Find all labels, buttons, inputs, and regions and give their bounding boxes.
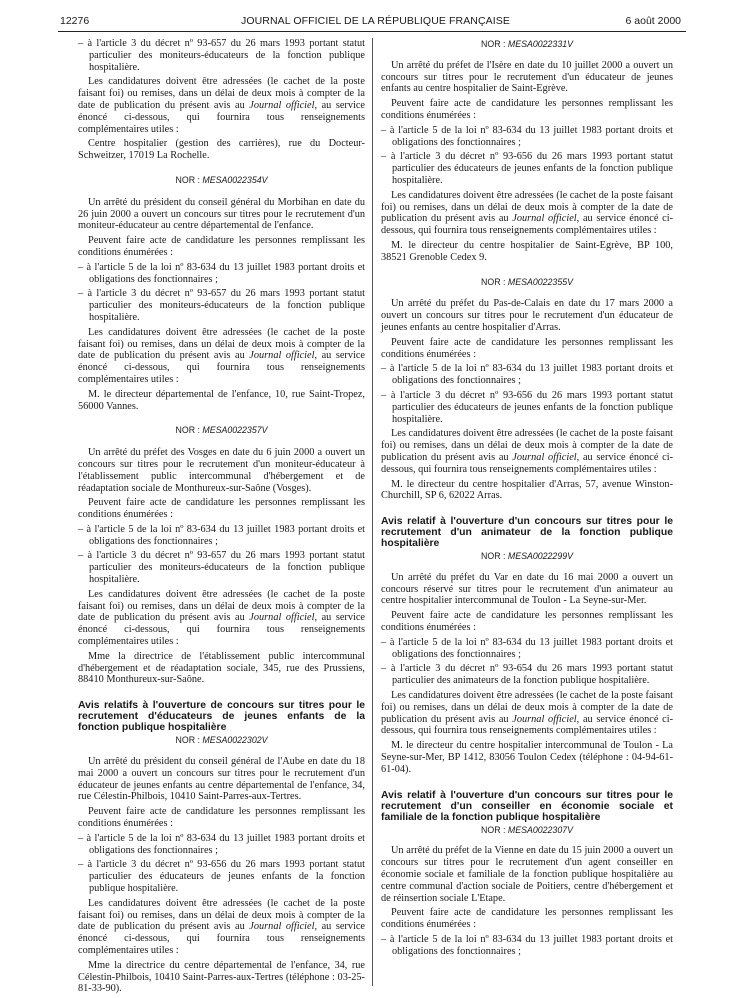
contact-address: M. le directeur départemental de l'enfance, 10, rue Saint-Tropez, 56000 Vannes. [78, 388, 365, 412]
list-item: – à l'article 3 du décret nº 93-656 du 26 mars 1993 portant statut particulier des éducateurs de jeunes enfants de la fonction publique hospitalière. [381, 389, 673, 425]
list-item: – à l'article 3 du décret nº 93-654 du 26 mars 1993 portant statut particulier des animateurs de la fonction publique hospitalière. [381, 663, 673, 687]
list-item: – à l'article 3 du décret nº 93-657 du 26 mars 1993 portant statut particulier des moniteurs-éducateurs de la fonction publique hospitalière. [78, 288, 365, 323]
section-heading: Avis relatif à l'ouverture d'un concours sur titres pour le recrutement d'un conseiller en économie sociale et familiale de la fonction publique hospitalière [381, 789, 673, 823]
nor-reference: NOR : MESA0022299V [481, 551, 573, 562]
header-rule [58, 31, 686, 32]
page-number: 12276 [60, 15, 90, 27]
list-item: – à l'article 5 de la loi nº 83-634 du 13 juillet 1983 portant droits et obligations des fonctionnaires ; [381, 124, 673, 148]
paragraph: Les candidatures doivent être adressées (le cachet de la poste faisant foi) ou remises, dans un délai de deux mois à compter de la date de publication du présent avis au Journal officiel, au service énoncé ci-dessous, qui fournira tous renseignements complémentaires utiles : [78, 76, 365, 135]
nor-reference: NOR : MESA0022355V [481, 276, 573, 287]
journal-title: JOURNAL OFFICIEL DE LA RÉPUBLIQUE FRANÇAISE [241, 15, 510, 27]
paragraph: Les candidatures doivent être adressées (le cachet de la poste faisant foi) ou remises, dans un délai de deux mois à compter de la date de publication du présent avis au Journal officiel, au service énoncé ci-dessous, qui fournira tous renseignements complémentaires utiles : [381, 428, 673, 475]
contact-address: M. le directeur du centre hospitalier d'Arras, 57, avenue Winston-Churchill, SP 6, 62022 Arras. [381, 478, 673, 502]
paragraph: Un arrêté du préfet des Vosges en date du 6 juin 2000 a ouvert un concours sur titres pour le recrutement d'un moniteur-éducateur à l'établissement public intercommunal d'hébergement et de réadaptation sociale de Monthureux-sur-Saône (Vosges). [78, 447, 365, 494]
paragraph: Les candidatures doivent être adressées (le cachet de la poste faisant foi) ou remises, dans un délai de deux mois à compter de la date de publication du présent avis au Journal officiel, au service énoncé ci-dessous, qui fournira tous renseignements complémentaires utiles : [78, 326, 365, 385]
list-item: – à l'article 5 de la loi nº 83-634 du 13 juillet 1983 portant droits et obligations des fonctionnaires ; [381, 363, 673, 387]
list-item: – à l'article 5 de la loi nº 83-634 du 13 juillet 1983 portant droits et obligations des fonctionnaires ; [381, 934, 673, 957]
paragraph: Les candidatures doivent être adressées (le cachet de la poste faisant foi) ou remises, dans un délai de deux mois à compter de la date de publication du présent avis au Journal officiel, au service énoncé ci-dessous, qui fournira tous renseignements complémentaires utiles : [381, 189, 673, 237]
paragraph: Les candidatures doivent être adressées (le cachet de la poste faisant foi) ou remises, dans un délai de deux mois à compter de la date de publication du présent avis au Journal officiel, au service énoncé ci-dessous, qui fournira tous renseignements complémentaires utiles : [78, 588, 365, 648]
publication-date: 6 août 2000 [625, 15, 681, 27]
list-item: – à l'article 5 de la loi nº 83-634 du 13 juillet 1983 portant droits et obligations des fonctionnaires ; [78, 261, 365, 285]
list-item: – à l'article 3 du décret nº 93-657 du 26 mars 1993 portant statut particulier des moniteurs-éducateurs de la fonction publique hospitalière. [78, 38, 365, 73]
list-item: – à l'article 5 de la loi nº 83-634 du 13 juillet 1983 portant droits et obligations des fonctionnaires ; [78, 523, 365, 547]
paragraph: Un arrêté du préfet du Var en date du 16 mai 2000 a ouvert un concours réservé sur titres pour le recrutement d'un animateur au centre hospitalier intercommunal de Toulon - La Seyne-sur-Mer. [381, 571, 673, 607]
paragraph: Un arrêté du président du conseil général du Morbihan en date du 26 juin 2000 a ouvert un concours sur titres pour le recrutement d'un moniteur-éducateur au centre départemental de l'enfance. [78, 196, 365, 232]
section-heading: Avis relatifs à l'ouverture de concours sur titres pour le recrutement d'éducateurs de jeunes enfants de la fonction publique hospitalière [78, 700, 365, 734]
paragraph: Peuvent faire acte de candidature les personnes remplissant les conditions énumérées : [381, 336, 673, 360]
nor-reference: NOR : MESA0022331V [481, 39, 573, 49]
column-divider [372, 38, 373, 986]
paragraph: Peuvent faire acte de candidature les personnes remplissant les conditions énumérées : [78, 497, 365, 521]
nor-reference: NOR : MESA0022357V [175, 425, 268, 436]
paragraph: Peuvent faire acte de candidature les personnes remplissant les conditions énumérées : [78, 806, 365, 830]
list-item: – à l'article 3 du décret nº 93-656 du 26 mars 1993 portant statut particulier des éducateurs de jeunes enfants de la fonction publique hospitalière. [78, 859, 365, 895]
list-item: – à l'article 5 de la loi nº 83-634 du 13 juillet 1983 portant droits et obligations des fonctionnaires ; [381, 636, 673, 660]
paragraph: Un arrêté du président du conseil général de l'Aube en date du 18 mai 2000 a ouvert un concours sur titres pour le recrutement d'un éducateur de jeunes enfants au centre départemental de l'enfance, 34, rue Célestin-Philbois, 10410 Saint-Parres-aux-Tertres. [78, 756, 365, 803]
contact-address: M. le directeur du centre hospitalier intercommunal de Toulon - La Seyne-sur-Mer, BP 1412, 83056 Toulon Cedex (téléphone : 04-94-61-61-04). [381, 740, 673, 775]
list-item: – à l'article 3 du décret nº 93-656 du 26 mars 1993 portant statut particulier des éducateurs de jeunes enfants de la fonction publique hospitalière. [381, 151, 673, 186]
right-column [381, 38, 673, 961]
paragraph: Un arrêté du préfet de l'Isère en date du 10 juillet 2000 a ouvert un concours sur titres pour le recrutement d'un éducateur de jeunes enfants au centre hospitalier de Saint-Egrève. [381, 59, 673, 95]
paragraph: Un arrêté du préfet de la Vienne en date du 15 juin 2000 a ouvert un concours sur titres pour le recrutement d'un agent conseiller en économie sociale et familiale de la fonction publique hospitalière au centre communal d'action sociale de Poitiers, centre d'hébergement et de réinsertion sociale L'Etape. [381, 845, 673, 904]
list-item: – à l'article 5 de la loi nº 83-634 du 13 juillet 1983 portant droits et obligations des fonctionnaires ; [78, 832, 365, 856]
list-item: – à l'article 3 du décret nº 93-657 du 26 mars 1993 portant statut particulier des moniteurs-éducateurs de la fonction publique hospitalière. [78, 550, 365, 586]
paragraph: Les candidatures doivent être adressées (le cachet de la poste faisant foi) ou remises, dans un délai de deux mois à compter de la date de publication du présent avis au Journal officiel, au service énoncé ci-dessous, qui fournira tous renseignements complémentaires utiles : [381, 690, 673, 737]
contact-address: Mme la directrice du centre départemental de l'enfance, 34, rue Célestin-Philbois, 10410 Saint-Parres-aux-Tertres (téléphone : 03-25-81-33-90). [78, 959, 365, 995]
page-header [0, 15, 751, 29]
paragraph: Peuvent faire acte de candidature les personnes remplissant les conditions énumérées : [381, 907, 673, 931]
contact-address: M. le directeur du centre hospitalier de Saint-Egrève, BP 100, 38521 Grenoble Cedex 9. [381, 239, 673, 263]
paragraph: Les candidatures doivent être adressées (le cachet de la poste faisant foi) ou remises, dans un délai de deux mois à compter de la date de publication du présent avis au Journal officiel, au service énoncé ci-dessous, qui fournira tous renseignements complémentaires utiles : [78, 897, 365, 956]
paragraph: Peuvent faire acte de candidature les personnes remplissant les conditions énumérées : [381, 98, 673, 121]
section-heading: Avis relatif à l'ouverture d'un concours sur titres pour le recrutement d'un animateur de la fonction publique hospitalière [381, 516, 673, 550]
paragraph: Un arrêté du préfet du Pas-de-Calais en date du 17 mars 2000 a ouvert un concours sur titres pour le recrutement d'un éducateur de jeunes enfants au centre hospitalier d'Arras. [381, 298, 673, 333]
left-column [78, 38, 365, 998]
contact-address: Centre hospitalier (gestion des carrières), rue du Docteur-Schweitzer, 17019 La Rochelle. [78, 138, 365, 162]
nor-reference: NOR : MESA0022307V [481, 824, 573, 835]
nor-reference: NOR : MESA0022354V [175, 174, 268, 185]
nor-reference: NOR : MESA0022302V [175, 735, 268, 746]
paragraph: Peuvent faire acte de candidature les personnes remplissant les conditions énumérées : [381, 610, 673, 634]
paragraph: Peuvent faire acte de candidature les personnes remplissant les conditions énumérées : [78, 235, 365, 258]
contact-address: Mme la directrice de l'établissement public intercommunal d'hébergement et de réadaptation sociale, 345, rue des Prussiens, 88410 Monthureux-sur-Saône. [78, 650, 365, 686]
